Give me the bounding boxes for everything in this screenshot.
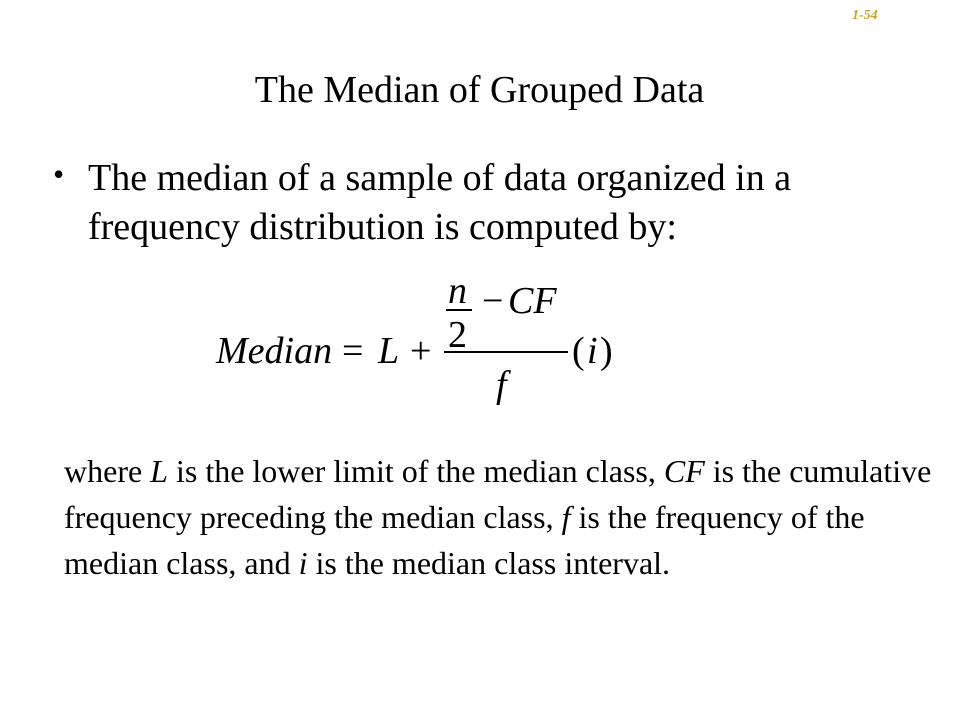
explanation-text: is the cumulative frequency preceding the median class, — [64, 453, 932, 535]
bullet-marker: • — [53, 156, 65, 192]
explanation-i: i — [298, 545, 308, 581]
explanation-text: is the frequency of the median class, and — [64, 499, 865, 581]
formula-close-paren: ) — [600, 330, 613, 372]
explanation-text: where — [64, 453, 151, 489]
explanation-L: L — [150, 453, 168, 489]
formula-i: i — [587, 330, 598, 372]
formula-equals: = — [342, 330, 364, 372]
formula-minus: − — [482, 280, 504, 322]
explanation-CF: CF — [663, 453, 705, 489]
formula-two: 2 — [448, 314, 467, 356]
formula-L: L — [378, 330, 400, 372]
formula-open-paren: ( — [572, 330, 585, 372]
formula-plus: + — [410, 330, 432, 372]
formula-median-label: Median — [216, 330, 333, 372]
formula-n: n — [448, 270, 467, 312]
bullet-text: The median of a sample of data organized in a frequency distribution is computed by: — [88, 157, 792, 248]
explanation-paragraph — [64, 448, 944, 586]
formula-f: f — [496, 364, 507, 406]
explanation-text: is the median class interval. — [307, 545, 671, 581]
median-formula — [210, 270, 640, 410]
page-title: The Median of Grouped Data — [254, 69, 705, 111]
explanation-text: is the lower limit of the median class, — [167, 453, 664, 489]
slide-number: 1-54 — [852, 8, 878, 23]
formula-CF: CF — [508, 280, 557, 322]
explanation-f: f — [561, 499, 571, 535]
